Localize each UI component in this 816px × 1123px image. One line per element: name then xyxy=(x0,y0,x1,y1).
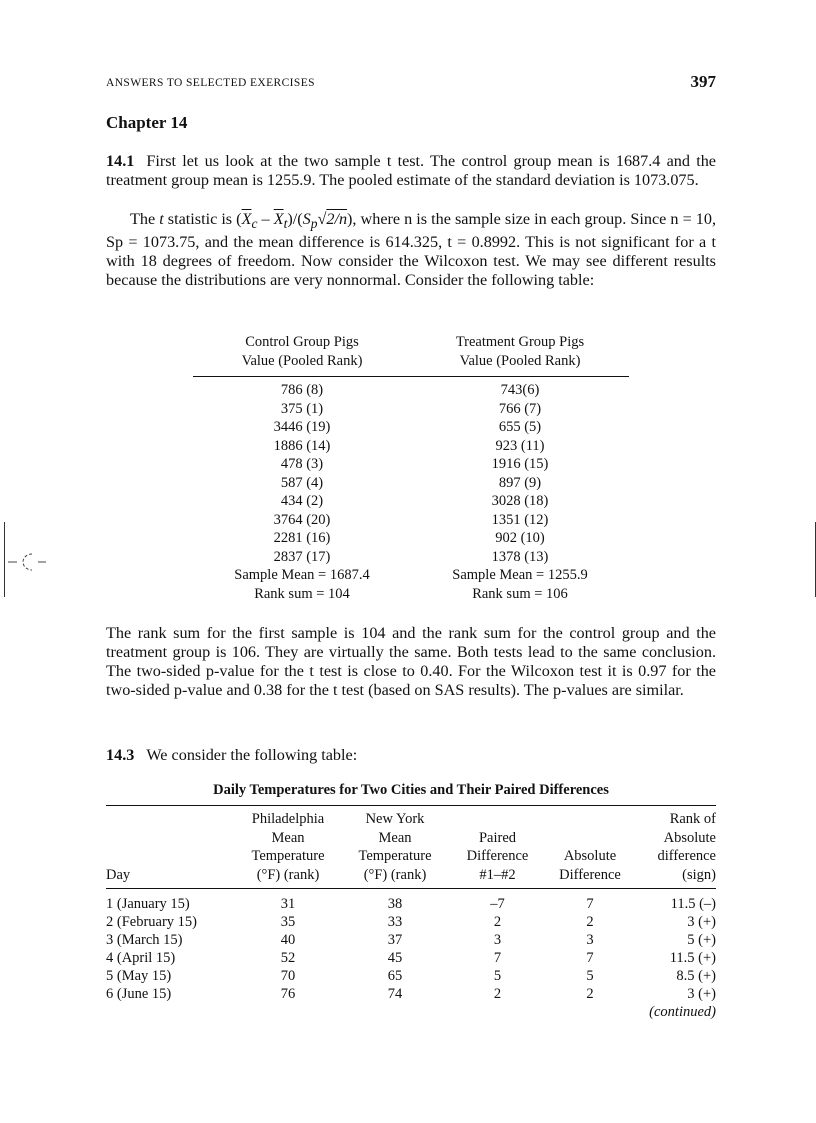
table-row xyxy=(193,566,629,585)
control-value-cell: 1886 (14) xyxy=(273,437,331,454)
running-header-title: ANSWERS TO SELECTED EXERCISES xyxy=(106,77,315,89)
table-row xyxy=(106,913,716,931)
continued-note: (continued) xyxy=(649,1004,716,1020)
absolute-difference-cell: 2 xyxy=(586,914,594,931)
treatment-value-cell: 1916 (15) xyxy=(491,456,549,472)
table-row xyxy=(106,895,716,913)
day-cell: 6 (June 15) xyxy=(106,986,172,1003)
new-york-header: New York Mean Temperature (°F) (rank) xyxy=(358,811,432,883)
control-value-cell: Sample Mean = 1687.4 xyxy=(234,567,370,583)
control-value-cell: 3764 (20) xyxy=(273,511,331,528)
absolute-difference-cell: 3 xyxy=(586,932,594,949)
table-row xyxy=(106,931,716,949)
new-york-temp-cell: 33 xyxy=(387,914,403,931)
table-row xyxy=(193,511,629,530)
treatment-value-cell: 1378 (13) xyxy=(491,548,549,565)
exercise-number: 14.1 xyxy=(106,152,135,170)
table-rule xyxy=(193,376,629,377)
exercise-14-1-intro xyxy=(106,152,716,190)
exercise-number: 14.3 xyxy=(106,746,135,764)
philadelphia-temp-cell: 35 xyxy=(280,914,296,931)
table-row xyxy=(193,474,629,493)
table-header-row xyxy=(106,806,716,884)
pig-values-table xyxy=(193,333,629,603)
treatment-value-cell: 3028 (18) xyxy=(491,493,549,509)
paired-difference-cell: 2 xyxy=(493,986,502,1003)
treatment-value-cell: 897 (9) xyxy=(498,474,542,491)
treatment-value-cell: 902 (10) xyxy=(495,530,545,546)
new-york-temp-cell: 74 xyxy=(387,986,403,1003)
control-value-cell: 478 (3) xyxy=(280,456,324,472)
philadelphia-temp-cell: 31 xyxy=(280,896,296,912)
table-header-control: Control Group Pigs Value (Pooled Rank) xyxy=(241,334,363,369)
paired-difference-cell: 2 xyxy=(493,914,502,931)
paired-difference-cell: 5 xyxy=(493,968,502,985)
day-cell: 1 (January 15) xyxy=(106,896,190,912)
table-row xyxy=(193,492,629,511)
day-cell: 5 (May 15) xyxy=(106,968,172,985)
table-row xyxy=(106,949,716,967)
philadelphia-temp-cell: 70 xyxy=(280,968,296,985)
table-row xyxy=(193,548,629,567)
table-rule xyxy=(106,888,716,889)
table-body xyxy=(193,381,629,603)
control-value-cell: 375 (1) xyxy=(280,400,324,417)
treatment-value-cell: 655 (5) xyxy=(498,419,542,435)
rank-cell: 5 (+) xyxy=(687,932,716,949)
rank-cell: 3 (+) xyxy=(687,914,716,931)
treatment-value-cell: 923 (11) xyxy=(495,437,545,454)
day-cell: 3 (March 15) xyxy=(106,932,183,949)
temperature-table xyxy=(106,805,716,1004)
treatment-value-cell: 1351 (12) xyxy=(491,511,549,528)
paragraph-text: First let us look at the two sample t test. The control group mean is 1687.4 and the treatment group mean is 1255.9. The pooled estimate of the standard deviation is 1073.075. xyxy=(106,152,716,189)
exercise-14-1-statistic: The t statistic is $(\overline{X}_c - \overline{X}_t)/(S_p√2/n)$, where n is the sample size in each group. Since n = 10, Sp = 1073.75, and the mean difference is 614.325, t = 0.8992. This is not significant for a t with 18 degrees of freedom. Now consider the Wilcoxon test. We may see different results because the distributions are very nonnormal. Consider the following table: xyxy=(106,210,716,290)
table-row xyxy=(193,437,629,456)
rank-cell: 11.5 (–) xyxy=(670,896,716,912)
table-caption: Daily Temperatures for Two Cities and Their Paired Differences xyxy=(213,782,609,798)
paired-difference-cell: –7 xyxy=(490,896,505,912)
table-row xyxy=(193,381,629,400)
paragraph-text: We consider the following table: xyxy=(146,746,358,764)
rank-header: Rank of Absolute difference (sign) xyxy=(657,811,716,883)
control-value-cell: Rank sum = 104 xyxy=(254,585,350,602)
chapter-title: Chapter 14 xyxy=(106,113,188,132)
paired-difference-header: Paired Difference #1–#2 xyxy=(466,829,529,883)
absolute-difference-cell: 5 xyxy=(586,968,594,985)
page-number: 397 xyxy=(690,72,716,91)
absolute-difference-cell: 7 xyxy=(586,896,594,912)
rank-cell: 8.5 (+) xyxy=(676,968,716,985)
table-row xyxy=(193,529,629,548)
control-value-cell: 3446 (19) xyxy=(273,419,331,435)
absolute-difference-cell: 2 xyxy=(586,986,594,1003)
new-york-temp-cell: 37 xyxy=(387,932,403,949)
rank-cell: 11.5 (+) xyxy=(669,950,716,967)
table-row xyxy=(193,585,629,604)
day-cell: 2 (February 15) xyxy=(106,914,198,931)
absolute-difference-cell: 7 xyxy=(586,950,594,967)
control-value-cell: 786 (8) xyxy=(280,382,324,398)
treatment-value-cell: 766 (7) xyxy=(498,400,542,417)
philadelphia-temp-cell: 76 xyxy=(280,986,296,1003)
philadelphia-header: Philadelphia Mean Temperature (°F) (rank) xyxy=(251,811,325,883)
table-row xyxy=(193,418,629,437)
rank-cell: 3 (+) xyxy=(687,986,716,1003)
table-row xyxy=(193,455,629,474)
control-value-cell: 587 (4) xyxy=(280,474,324,491)
new-york-temp-cell: 65 xyxy=(387,968,403,985)
treatment-value-cell: Sample Mean = 1255.9 xyxy=(452,567,588,583)
paired-difference-cell: 3 xyxy=(493,932,502,949)
treatment-value-cell: 743(6) xyxy=(500,382,540,398)
crop-mark-icon xyxy=(8,550,48,574)
new-york-temp-cell: 38 xyxy=(387,896,403,912)
table-header-treatment: Treatment Group Pigs Value (Pooled Rank) xyxy=(455,334,585,369)
table-row xyxy=(106,967,716,985)
control-value-cell: 2837 (17) xyxy=(273,548,331,565)
exercise-14-1-conclusion: The rank sum for the first sample is 104 and the rank sum for the control group and the treatment group is 106. They are virtually the same. Both tests lead to the same conclusion. The two-sided p-value for the t test is close to 0.40. For the Wilcoxon test it is 0.97 for the two-sided p-value and 0.38 for the t test (based on SAS results). The p-values are similar. xyxy=(106,624,716,699)
exercise-14-3-intro xyxy=(106,746,716,765)
philadelphia-temp-cell: 52 xyxy=(280,950,296,967)
control-value-cell: 434 (2) xyxy=(280,493,324,509)
new-york-temp-cell: 45 xyxy=(387,950,403,967)
control-value-cell: 2281 (16) xyxy=(273,530,331,546)
table-row xyxy=(106,985,716,1003)
day-header: Day xyxy=(106,866,131,883)
absolute-difference-header: Absolute Difference xyxy=(559,848,621,883)
philadelphia-temp-cell: 40 xyxy=(280,932,296,949)
treatment-value-cell: Rank sum = 106 xyxy=(472,585,568,602)
table-body xyxy=(106,895,716,1004)
day-cell: 4 (April 15) xyxy=(106,950,176,967)
scan-edge-line xyxy=(4,522,5,597)
table-row xyxy=(193,400,629,419)
paired-difference-cell: 7 xyxy=(493,950,502,967)
